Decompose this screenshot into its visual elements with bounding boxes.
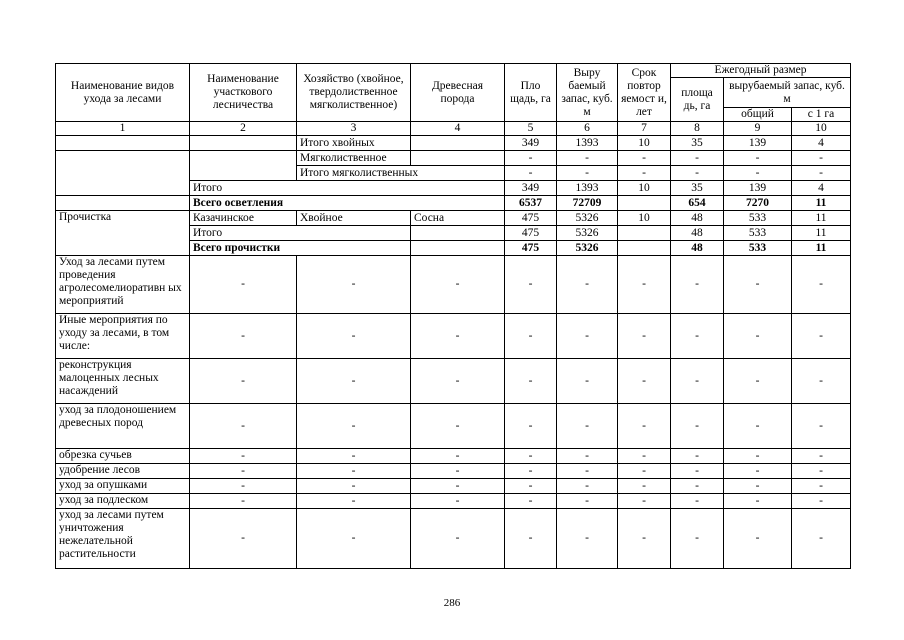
cell-period: - [618,479,671,494]
cell-annual-volume: - [724,494,792,509]
table-row [56,211,851,226]
cell-annual-volume: - [724,464,792,479]
cell-species: - [411,404,505,449]
column-number: 7 [618,122,671,136]
empty-cell [411,226,505,241]
row-label: реконструкция малоценных лесных насаждений [56,359,190,404]
cell-volume-per-ha: - [792,509,851,569]
cell-annual-area: 48 [671,211,724,226]
cell-volume-per-ha: 11 [792,226,851,241]
cell-annual-volume: - [724,359,792,404]
cell-area: - [505,166,557,181]
row-label: Итого мягколиственных [297,166,505,181]
table-row [56,509,851,569]
cell-period: - [618,314,671,359]
empty-cell [411,151,505,166]
cell-area: - [505,494,557,509]
table-row [56,256,851,314]
column-number: 1 [56,122,190,136]
cell-period: - [618,494,671,509]
cell-annual-volume: 139 [724,181,792,196]
cell-annual-volume: 533 [724,241,792,256]
table-row [56,464,851,479]
row-label: уход за подлеском [56,494,190,509]
cell-period: - [618,166,671,181]
cell-volume: - [557,314,618,359]
cell-volume: - [557,464,618,479]
cell-forestry: - [190,464,297,479]
cell-species: - [411,256,505,314]
cell-forestry: - [190,256,297,314]
cell-period: - [618,464,671,479]
cell-species: - [411,359,505,404]
empty-cell [411,136,505,151]
row-label: Иные мероприятия по уходу за лесами, в том числе: [56,314,190,359]
cell-species: - [411,449,505,464]
cell-area: - [505,479,557,494]
cell-volume: - [557,404,618,449]
row-label: Всего осветления [190,196,505,211]
cell-volume: 1393 [557,181,618,196]
table-row [56,404,851,449]
cell-period: - [618,449,671,464]
cell-forestry: Казачинское [190,211,297,226]
cell-volume-per-ha: 11 [792,211,851,226]
cell-period [618,196,671,211]
cell-volume-per-ha: - [792,479,851,494]
cell-annual-area: - [671,479,724,494]
cell-volume-per-ha: 4 [792,181,851,196]
cell-forestry: - [190,314,297,359]
cell-forestry: - [190,449,297,464]
cell-volume-per-ha: 11 [792,196,851,211]
cell-annual-area: 48 [671,226,724,241]
cell-area: 6537 [505,196,557,211]
header-forestry: Наименование участкового лесничества [190,64,297,122]
header-volume: Выру баемый запас, куб. м [557,64,618,122]
cell-period [618,241,671,256]
cell-economy: - [297,256,411,314]
cell-annual-area: 48 [671,241,724,256]
header-volume-per-ha: с 1 га [792,108,851,122]
cell-annual-area: - [671,314,724,359]
cell-volume: 5326 [557,211,618,226]
cell-area: 475 [505,226,557,241]
header-care-type: Наименование видов ухода за лесами [56,64,190,122]
row-label: удобрение лесов [56,464,190,479]
cell-annual-volume: - [724,404,792,449]
column-number: 5 [505,122,557,136]
cell-period: 10 [618,211,671,226]
header-period: Срок повтор яемост и, лет [618,64,671,122]
cell-volume-per-ha: - [792,494,851,509]
header-volume-total: общий [724,108,792,122]
cell-annual-area: - [671,464,724,479]
cell-period: 10 [618,181,671,196]
cell-area: 349 [505,181,557,196]
cell-economy: - [297,404,411,449]
cell-species: - [411,464,505,479]
cell-volume: 5326 [557,241,618,256]
cell-area: 475 [505,211,557,226]
cell-volume-per-ha: 4 [792,136,851,151]
table-row [56,314,851,359]
cell-species: - [411,479,505,494]
table-row [56,479,851,494]
table-row [56,449,851,464]
table-row [56,151,851,166]
cell-annual-volume: - [724,314,792,359]
cell-volume: 1393 [557,136,618,151]
cell-economy: - [297,449,411,464]
cell-annual-area: - [671,166,724,181]
cell-period: - [618,359,671,404]
column-number: 8 [671,122,724,136]
cell-period: - [618,404,671,449]
cell-volume: 5326 [557,226,618,241]
cell-annual-volume: - [724,151,792,166]
cell-volume: - [557,509,618,569]
column-number: 6 [557,122,618,136]
cell-area: - [505,151,557,166]
header-annual-volume-group: вырубаемый запас, куб. м [724,78,851,108]
cell-volume-per-ha: - [792,166,851,181]
table-row [56,196,851,211]
empty-cell [190,136,297,151]
row-label: уход за опушками [56,479,190,494]
cell-volume-per-ha: - [792,404,851,449]
cell-economy: - [297,314,411,359]
column-number: 4 [411,122,505,136]
page-number: 286 [443,597,461,609]
cell-forestry: - [190,479,297,494]
table-row [56,359,851,404]
cell-economy: - [297,509,411,569]
cell-annual-area: 35 [671,181,724,196]
cell-volume-per-ha: - [792,359,851,404]
forest-care-table [55,63,851,569]
cell-annual-volume: - [724,449,792,464]
cell-volume-per-ha: - [792,256,851,314]
row-label: Уход за лесами путем проведения агролесомелиоративн ых мероприятий [56,256,190,314]
column-number: 10 [792,122,851,136]
cell-annual-volume: 139 [724,136,792,151]
cell-annual-volume: - [724,256,792,314]
cell-forestry: - [190,494,297,509]
cell-volume: - [557,151,618,166]
cell-annual-area: - [671,359,724,404]
cell-annual-volume: 533 [724,211,792,226]
cell-economy: - [297,359,411,404]
cell-economy: - [297,479,411,494]
cell-volume-per-ha: - [792,449,851,464]
cell-volume: - [557,449,618,464]
header-row [56,64,851,78]
header-annual-area: площа дь, га [671,78,724,122]
header-annual-group: Ежегодный размер [671,64,851,78]
cell-volume-per-ha: 11 [792,241,851,256]
row-label: уход за лесами путем уничтожения нежелательной растительности [56,509,190,569]
cell-annual-area: - [671,256,724,314]
cell-volume-per-ha: - [792,151,851,166]
row-care-type: Прочистка [56,211,190,256]
cell-annual-area: - [671,449,724,464]
cell-species: Сосна [411,211,505,226]
cell-area: 475 [505,241,557,256]
cell-economy: Хвойное [297,211,411,226]
empty-cell [56,136,190,151]
cell-volume: - [557,166,618,181]
cell-annual-volume: 7270 [724,196,792,211]
cell-species: - [411,509,505,569]
empty-cell [56,196,190,211]
cell-period: - [618,509,671,569]
cell-volume-per-ha: - [792,464,851,479]
cell-area: - [505,449,557,464]
cell-area: - [505,464,557,479]
column-number-row [56,122,851,136]
row-label: Итого [190,181,505,196]
row-label: уход за плодоношением древесных пород [56,404,190,449]
header-area: Пло щадь, га [505,64,557,122]
row-label: Всего прочистки [190,241,411,256]
cell-annual-volume: - [724,509,792,569]
cell-annual-area: 654 [671,196,724,211]
column-number: 3 [297,122,411,136]
cell-area: - [505,359,557,404]
cell-annual-volume: - [724,479,792,494]
cell-annual-area: - [671,509,724,569]
cell-annual-volume: 533 [724,226,792,241]
cell-economy: - [297,464,411,479]
column-number: 9 [724,122,792,136]
cell-annual-area: 35 [671,136,724,151]
cell-area: - [505,314,557,359]
cell-area: 349 [505,136,557,151]
header-economy: Хозяйство (хвойное, твердолиственное мягколиственное) [297,64,411,122]
cell-period [618,226,671,241]
column-number: 2 [190,122,297,136]
cell-volume: - [557,359,618,404]
row-label: Мягколиственное [297,151,411,166]
empty-cell [190,151,297,181]
empty-cell [56,151,190,196]
cell-area: - [505,256,557,314]
cell-period: - [618,256,671,314]
empty-cell [411,241,505,256]
table-row [56,136,851,151]
header-species: Древесная порода [411,64,505,122]
cell-forestry: - [190,404,297,449]
cell-forestry: - [190,359,297,404]
cell-annual-area: - [671,494,724,509]
cell-species: - [411,314,505,359]
cell-period: - [618,151,671,166]
cell-volume: - [557,256,618,314]
cell-forestry: - [190,509,297,569]
table-row [56,494,851,509]
cell-economy: - [297,494,411,509]
cell-species: - [411,494,505,509]
cell-volume: - [557,479,618,494]
cell-annual-area: - [671,151,724,166]
cell-area: - [505,404,557,449]
cell-annual-volume: - [724,166,792,181]
cell-period: 10 [618,136,671,151]
cell-volume-per-ha: - [792,314,851,359]
cell-area: - [505,509,557,569]
cell-annual-area: - [671,404,724,449]
cell-volume: 72709 [557,196,618,211]
cell-volume: - [557,494,618,509]
row-label: Итого хвойных [297,136,411,151]
row-label: обрезка сучьев [56,449,190,464]
row-label: Итого [190,226,411,241]
